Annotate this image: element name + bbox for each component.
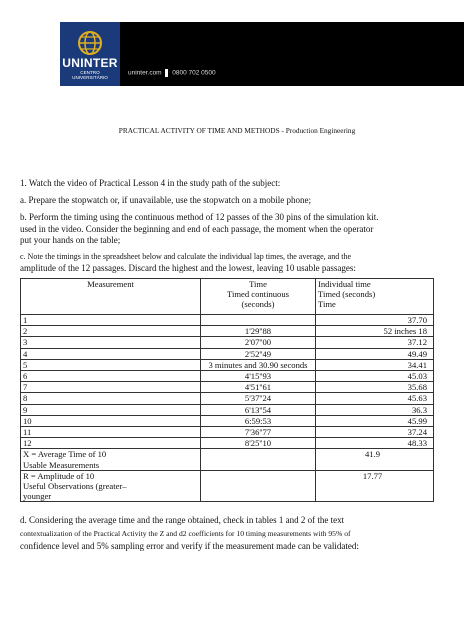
row-number: 11: [21, 427, 201, 438]
row-individual-time: 37.24: [316, 427, 434, 438]
row-number: 4: [21, 348, 201, 359]
website-text: uninter.com: [128, 69, 162, 77]
logo-name: UNINTER: [62, 56, 118, 70]
row-individual-time: 45.63: [316, 393, 434, 404]
measurement-table: [20, 278, 434, 502]
row-continuous-time: 5'37''24: [201, 393, 316, 404]
row-individual-time: 45.03: [316, 371, 434, 382]
row-continuous-time: 4'51''61: [201, 382, 316, 393]
row-number: 1: [21, 315, 201, 326]
row-individual-time: 37.70: [316, 315, 434, 326]
logo-subtitle: CENTRO UNIVERSITÁRIO: [72, 70, 108, 80]
row-number: 10: [21, 415, 201, 426]
header-time: Time Timed continuous (seconds): [201, 279, 316, 315]
table-row: [21, 438, 434, 449]
table-row: [21, 326, 434, 337]
step-c: c. Note the timings in the spreadsheet below and calculate the individual lap times, the average, and the amplitude of the 12 passages. Discard the highest and the lowest, leaving 10 usable passages:: [20, 252, 356, 273]
header-individual: Individual time Timed (seconds) Time: [316, 279, 434, 315]
step-d: d. Considering the average time and the range obtained, check in tables 1 and 2 of the text contextualization of the Practical Activity the Z and d2 coefficients for 10 timing measurements with 95% of confidence level and 5% sampling error and verify if the measurement made can be validated:: [20, 515, 359, 551]
row-continuous-time: 6:59:53: [201, 415, 316, 426]
row-continuous-time: 8'25''10: [201, 438, 316, 449]
intro-paragraph: 1. Watch the video of Practical Lesson 4 in the study path of the subject:: [20, 178, 281, 188]
row-individual-time: 49.49: [316, 348, 434, 359]
amplitude-row: [21, 470, 434, 502]
row-individual-time: 52 inches 18: [316, 326, 434, 337]
table-row: [21, 359, 434, 370]
row-number: 7: [21, 382, 201, 393]
row-continuous-time: 6'13''54: [201, 404, 316, 415]
row-number: 8: [21, 393, 201, 404]
amplitude-label: R = Amplitude of 10 Useful Observations (greater– younger: [21, 470, 201, 502]
amplitude-value: 17.77: [316, 470, 434, 502]
uninter-logo: [60, 22, 120, 86]
average-row: [21, 449, 434, 470]
table-row: [21, 348, 434, 359]
row-individual-time: 48.33: [316, 438, 434, 449]
table-row: [21, 371, 434, 382]
document-title: PRACTICAL ACTIVITY OF TIME AND METHODS - Production Engineering: [118, 126, 356, 135]
table-header-row: [21, 279, 434, 315]
table-row: [21, 404, 434, 415]
row-individual-time: 45.99: [316, 415, 434, 426]
separator-bar: [165, 69, 168, 77]
row-number: 3: [21, 337, 201, 348]
table-row: [21, 393, 434, 404]
table-row: [21, 427, 434, 438]
step-b: b. Perform the timing using the continuous method of 12 passes of the 30 pins of the simulation kit. used in the video. Consider the beginning and end of each passage, the moment when the operator put your hands on the table;: [20, 212, 379, 245]
row-number: 6: [21, 371, 201, 382]
table-row: [21, 315, 434, 326]
contact-info: [128, 69, 216, 77]
average-value: 41.9: [316, 449, 434, 470]
row-number: 2: [21, 326, 201, 337]
row-continuous-time: 1'29''88: [201, 326, 316, 337]
row-number: 9: [21, 404, 201, 415]
header-banner: [60, 22, 464, 86]
row-continuous-time: 3 minutes and 30.90 seconds: [201, 359, 316, 370]
row-continuous-time: 4'15''93: [201, 371, 316, 382]
row-continuous-time: 2'52''49: [201, 348, 316, 359]
step-a: a. Prepare the stopwatch or, if unavailable, use the stopwatch on a mobile phone;: [20, 195, 312, 205]
table-row: [21, 415, 434, 426]
header-measurement: Measurement: [21, 279, 201, 315]
row-individual-time: 35.68: [316, 382, 434, 393]
row-individual-time: 37.12: [316, 337, 434, 348]
row-individual-time: 36.3: [316, 404, 434, 415]
row-continuous-time: 2'07''00: [201, 337, 316, 348]
phone-text: 0800 702 0500: [172, 69, 216, 77]
table-row: [21, 337, 434, 348]
row-continuous-time: [201, 315, 316, 326]
table-row: [21, 382, 434, 393]
row-individual-time: 34.41: [316, 359, 434, 370]
average-label: X = Average Time of 10 Usable Measurements: [21, 449, 201, 470]
row-continuous-time: 7'36''77: [201, 427, 316, 438]
row-number: 5: [21, 359, 201, 370]
row-number: 12: [21, 438, 201, 449]
globe-icon: [75, 30, 105, 56]
